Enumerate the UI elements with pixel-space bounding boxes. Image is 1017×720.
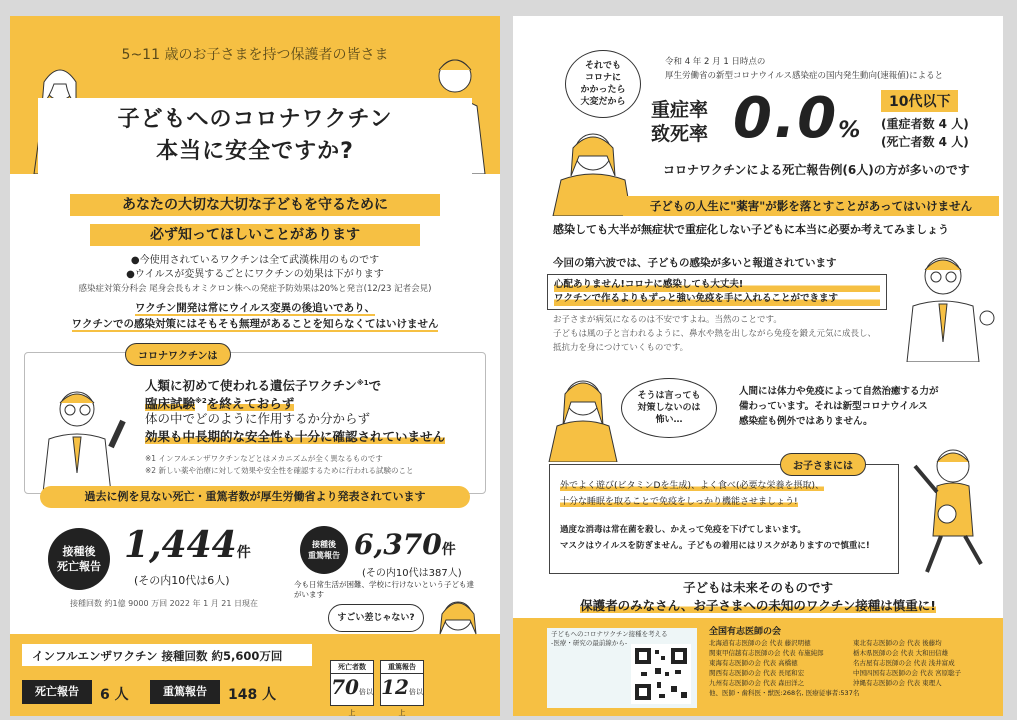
severe-count-unit: 件: [441, 542, 456, 558]
worry-line-1: それでも: [584, 61, 621, 71]
closing-2-text: 保護者のみなさん、お子さまへの未知のワクチン接種は慎重に!: [580, 598, 936, 613]
org-item: 名古屋有志医師の会 代表 浅井富成: [853, 659, 955, 667]
org-item: 北海道有志医師の会 代表 藤沢明徳: [709, 639, 811, 647]
flu-death-label: 死亡報告: [22, 680, 92, 704]
org-title: 全国有志医師の会: [709, 627, 782, 637]
severe-count: [354, 528, 456, 561]
warning-1: [10, 300, 500, 316]
girl-bubble-1: そうは言っても: [637, 391, 701, 401]
right-page: [513, 16, 1003, 716]
death-report-badge: [48, 528, 110, 590]
flu-title: インフルエンザワクチン 接種回数 約5,600万回: [32, 649, 283, 663]
lead-band-2: 必ず知ってほしいことがあります: [90, 224, 420, 246]
warning-2-text: ワクチンでの感染対策にはそもそも無理があることを知らなくてはいけません: [71, 318, 439, 330]
severe-teens: (その内10代は387人): [362, 568, 462, 579]
death-badge-line-2: 死亡報告: [57, 560, 101, 573]
source-line: 厚生労働省の新型コロナウイルス感染症の国内発生動向(速報値)によると: [665, 71, 944, 81]
closing-2: [513, 596, 1003, 614]
main-title: 子どもへのコロナワクチン: [117, 107, 393, 132]
death-count-unit: 件: [236, 545, 251, 561]
left-page: [10, 16, 500, 716]
vaccine-line-1: [145, 375, 381, 394]
nature-3: 感染症も例外ではありません。: [739, 416, 873, 427]
kids-3: 過度な消毒は常在菌を殺し、かえって免疫を下げてしまいます。: [560, 525, 806, 535]
ratio-death: [330, 660, 374, 716]
kids-box: [549, 461, 899, 574]
ratio-severe-num: 12: [381, 675, 409, 699]
ratio-severe-head: 重篤報告: [381, 661, 423, 674]
vaccine-pill: コロナワクチンは: [125, 343, 231, 366]
ratio-death-unit: 倍以上: [348, 688, 373, 716]
woman-illustration: [430, 590, 490, 640]
gray-3: 抵抗力を身につけていくものです。: [553, 343, 689, 353]
ratio-death-num: 70: [331, 675, 359, 699]
girl-bubble: [621, 378, 717, 438]
vaccine-line-4: [145, 429, 445, 445]
audience-line: 5~11 歳のお子さまを持つ保護者の皆さま: [121, 47, 389, 63]
note-mark-1: ※1: [356, 379, 369, 387]
vaccine-line-3: 体の中でどのように作用するか分からず: [145, 411, 371, 426]
gray-1: お子さまが病気になるのは不安ですよね。当然のことです。: [553, 315, 782, 325]
kids-1-text: 外でよく遊び(ビタミンDを生成)、よく食べ(必要な栄養を摂取)、: [560, 481, 824, 491]
girl-bubble-2: 対策しないのは: [637, 403, 701, 413]
bullet-1: ●今使用されているワクチンは全て武漢株用のものです: [130, 255, 380, 266]
vaccine-line-4-text: 効果も中長期的な安全性も十分に確認されていません: [145, 429, 446, 444]
flu-severe-value: 148 人: [228, 687, 277, 703]
vaccine-line-1-text: 人類に初めて使われる遺伝子ワクチン: [145, 378, 357, 394]
flu-comparison: [10, 636, 500, 716]
org-item: 沖縄有志医師の会 代表 東理人: [853, 679, 942, 687]
kids-2: [560, 495, 798, 510]
worried-mother-illustration: [543, 120, 633, 216]
org-item: 東北有志医師の会 代表 後藤均: [853, 639, 942, 647]
nature-1: 人間には体力や免疫によって自然治癒する力が: [739, 386, 939, 397]
anxious-girl-illustration: [543, 366, 623, 462]
vaccine-line-2-text: 臨床試験: [145, 396, 196, 412]
footnote-1: ※1 インフルエンザワクチンなどとはメカニズムが全く異なるものです: [145, 454, 383, 463]
difference-bubble: すごい差じゃない?: [328, 604, 424, 632]
warning-1-text: ワクチン開発は常にウイルス変異の後追いであり、: [134, 302, 376, 314]
qr-caption-2: -医療・研究の最前線から-: [551, 639, 628, 647]
gray-2: 子どもは風の子と言われるように、鼻水や熱を出しながら免疫を鍛え元気に成長し、: [553, 329, 877, 339]
sixth-wave: 今回の第六波では、子どもの感染が多いと報道されています: [553, 257, 837, 269]
kids-2-text: 十分な睡眠を取ることで免疫をしっかり機能させましょう!: [560, 497, 798, 507]
org-item: 九州有志医師の会 代表 森田洋之: [709, 679, 805, 687]
flu-severe-label: 重篤報告: [150, 680, 220, 704]
qr-caption-1: 子どもへのコロナワクチン接種を考える: [551, 630, 668, 638]
vaccine-line-2: [145, 393, 294, 412]
worry-line-4: 大変だから: [580, 97, 626, 107]
girl-bubble-3: 怖い…: [655, 415, 683, 425]
bullet-3: 感染症対策分科会 尾身会長もオミクロン株への発症予防効果は20%と発言(12/23 記者会見): [78, 284, 432, 294]
ratio-severe: [380, 660, 424, 716]
nature-2: 備わっています。それは新型コロナウイルス: [739, 401, 928, 412]
death-badge-line-1: 接種後: [62, 545, 96, 558]
running-boy-illustration: [907, 436, 997, 576]
harm-band: 子どもの人生に"薬害"が影を落とすことがあってはいけません: [623, 196, 999, 216]
severe-badge-line-2: 重篤報告: [308, 551, 340, 560]
rate-death-label: 致死率: [651, 123, 709, 145]
zero-rate: [733, 86, 862, 151]
org-item: 関東甲信越有志医師の会 代表 布施純郎: [709, 649, 824, 657]
reassure-2: ワクチンで作るよりもずっと強い免疫を手に入れることができます: [554, 292, 880, 306]
vaccine-line-2-end: を終えておらず: [206, 396, 295, 412]
ratio-death-head: 死亡者数: [331, 661, 373, 674]
left-header: [10, 16, 500, 176]
org-list-left: [709, 638, 859, 698]
org-item: 中国四国有志医師の会 代表 宮原聡子: [853, 669, 962, 677]
kids-1: [560, 479, 824, 494]
lead-2: 感染しても大半が無症状で重症化しない子どもに本当に必要か考えてみましょう: [553, 223, 949, 236]
kids-4: マスクはウイルスを防ぎません。子どもの着用にはリスクがありますので慎重に!: [560, 541, 870, 551]
vaccine-deaths-line: コロナワクチンによる死亡報告例(6人)の方が多いのです: [663, 163, 970, 177]
worry-bubble: [565, 50, 641, 118]
doses-note: 接種回数 約1億 9000 万回 2022 年 1 月 21 日現在: [70, 599, 258, 608]
reassure-1: 心配ありません!コロナに感染しても大丈夫!: [554, 278, 880, 292]
daily-life-note: 今も日常生活が困難、学校に行けないという子ども達がいます: [294, 580, 474, 599]
org-item: 東海有志医師の会 代表 高橋徳: [709, 659, 798, 667]
death-count: [124, 524, 251, 566]
flu-death-value: 6 人: [100, 687, 129, 703]
worry-line-2: コロナに: [584, 73, 621, 83]
org-item: 関西有志医師の会 代表 長尾和宏: [709, 669, 805, 677]
vaccine-box: [24, 352, 486, 494]
ratio-severe-unit: 倍以上: [398, 688, 423, 716]
bullet-2: ●ウイルスが変異するごとにワクチンの効果は下がります: [126, 269, 384, 280]
death-count-4: (死亡者数 4 人): [881, 135, 969, 149]
organizations-footer: [513, 618, 1003, 716]
org-item: 栃木県医師の会 代表 大和田信雄: [853, 649, 949, 657]
kids-pill: お子さまには: [780, 453, 866, 476]
title-box: [38, 98, 472, 174]
main-title-2: 本当に安全ですか?: [156, 139, 354, 164]
severe-report-badge: [300, 526, 348, 574]
closing-1: 子どもは未来そのものです: [682, 580, 833, 595]
note-mark-2: ※2: [195, 397, 207, 405]
rate-severe-label: 重症率: [651, 99, 709, 121]
severe-count-value: 6,370: [354, 528, 442, 561]
stats-band: 過去に例を見ない死亡・重篤者数が厚生労働省より発表されています: [40, 486, 470, 508]
org-item: 他、医師・歯科医・獣医:268名, 医療従事者:537名: [709, 689, 860, 697]
left-intro: [10, 174, 500, 334]
date-line: 令和 4 年 2 月 1 日時点の: [665, 57, 766, 67]
percent-sign: %: [838, 118, 863, 143]
severe-count-4: (重症者数 4 人): [881, 117, 969, 131]
doctor-illustration: [35, 377, 131, 493]
zero-rate-value: 0.0: [733, 86, 839, 151]
org-list-right: [853, 638, 961, 688]
qr-code-icon[interactable]: [631, 644, 691, 704]
lead-band-1: あなたの大切な大切な子どもを守るために: [70, 194, 440, 216]
death-count-value: 1,444: [124, 524, 237, 566]
worry-line-3: かかったら: [580, 85, 626, 95]
death-teens: (その内10代は6人): [134, 574, 230, 587]
teens-tag: 10代以下: [881, 90, 958, 112]
severe-badge-line-1: 接種後: [312, 540, 336, 549]
reassure-box: [547, 274, 887, 310]
doctor-ok-illustration: [897, 242, 997, 362]
warning-2: [10, 316, 500, 332]
vaccine-line-1-end: で: [368, 378, 382, 394]
footnote-2: ※2 新しい薬や治療に対して効果や安全性を確認するために行われる試験のこと: [145, 466, 414, 475]
